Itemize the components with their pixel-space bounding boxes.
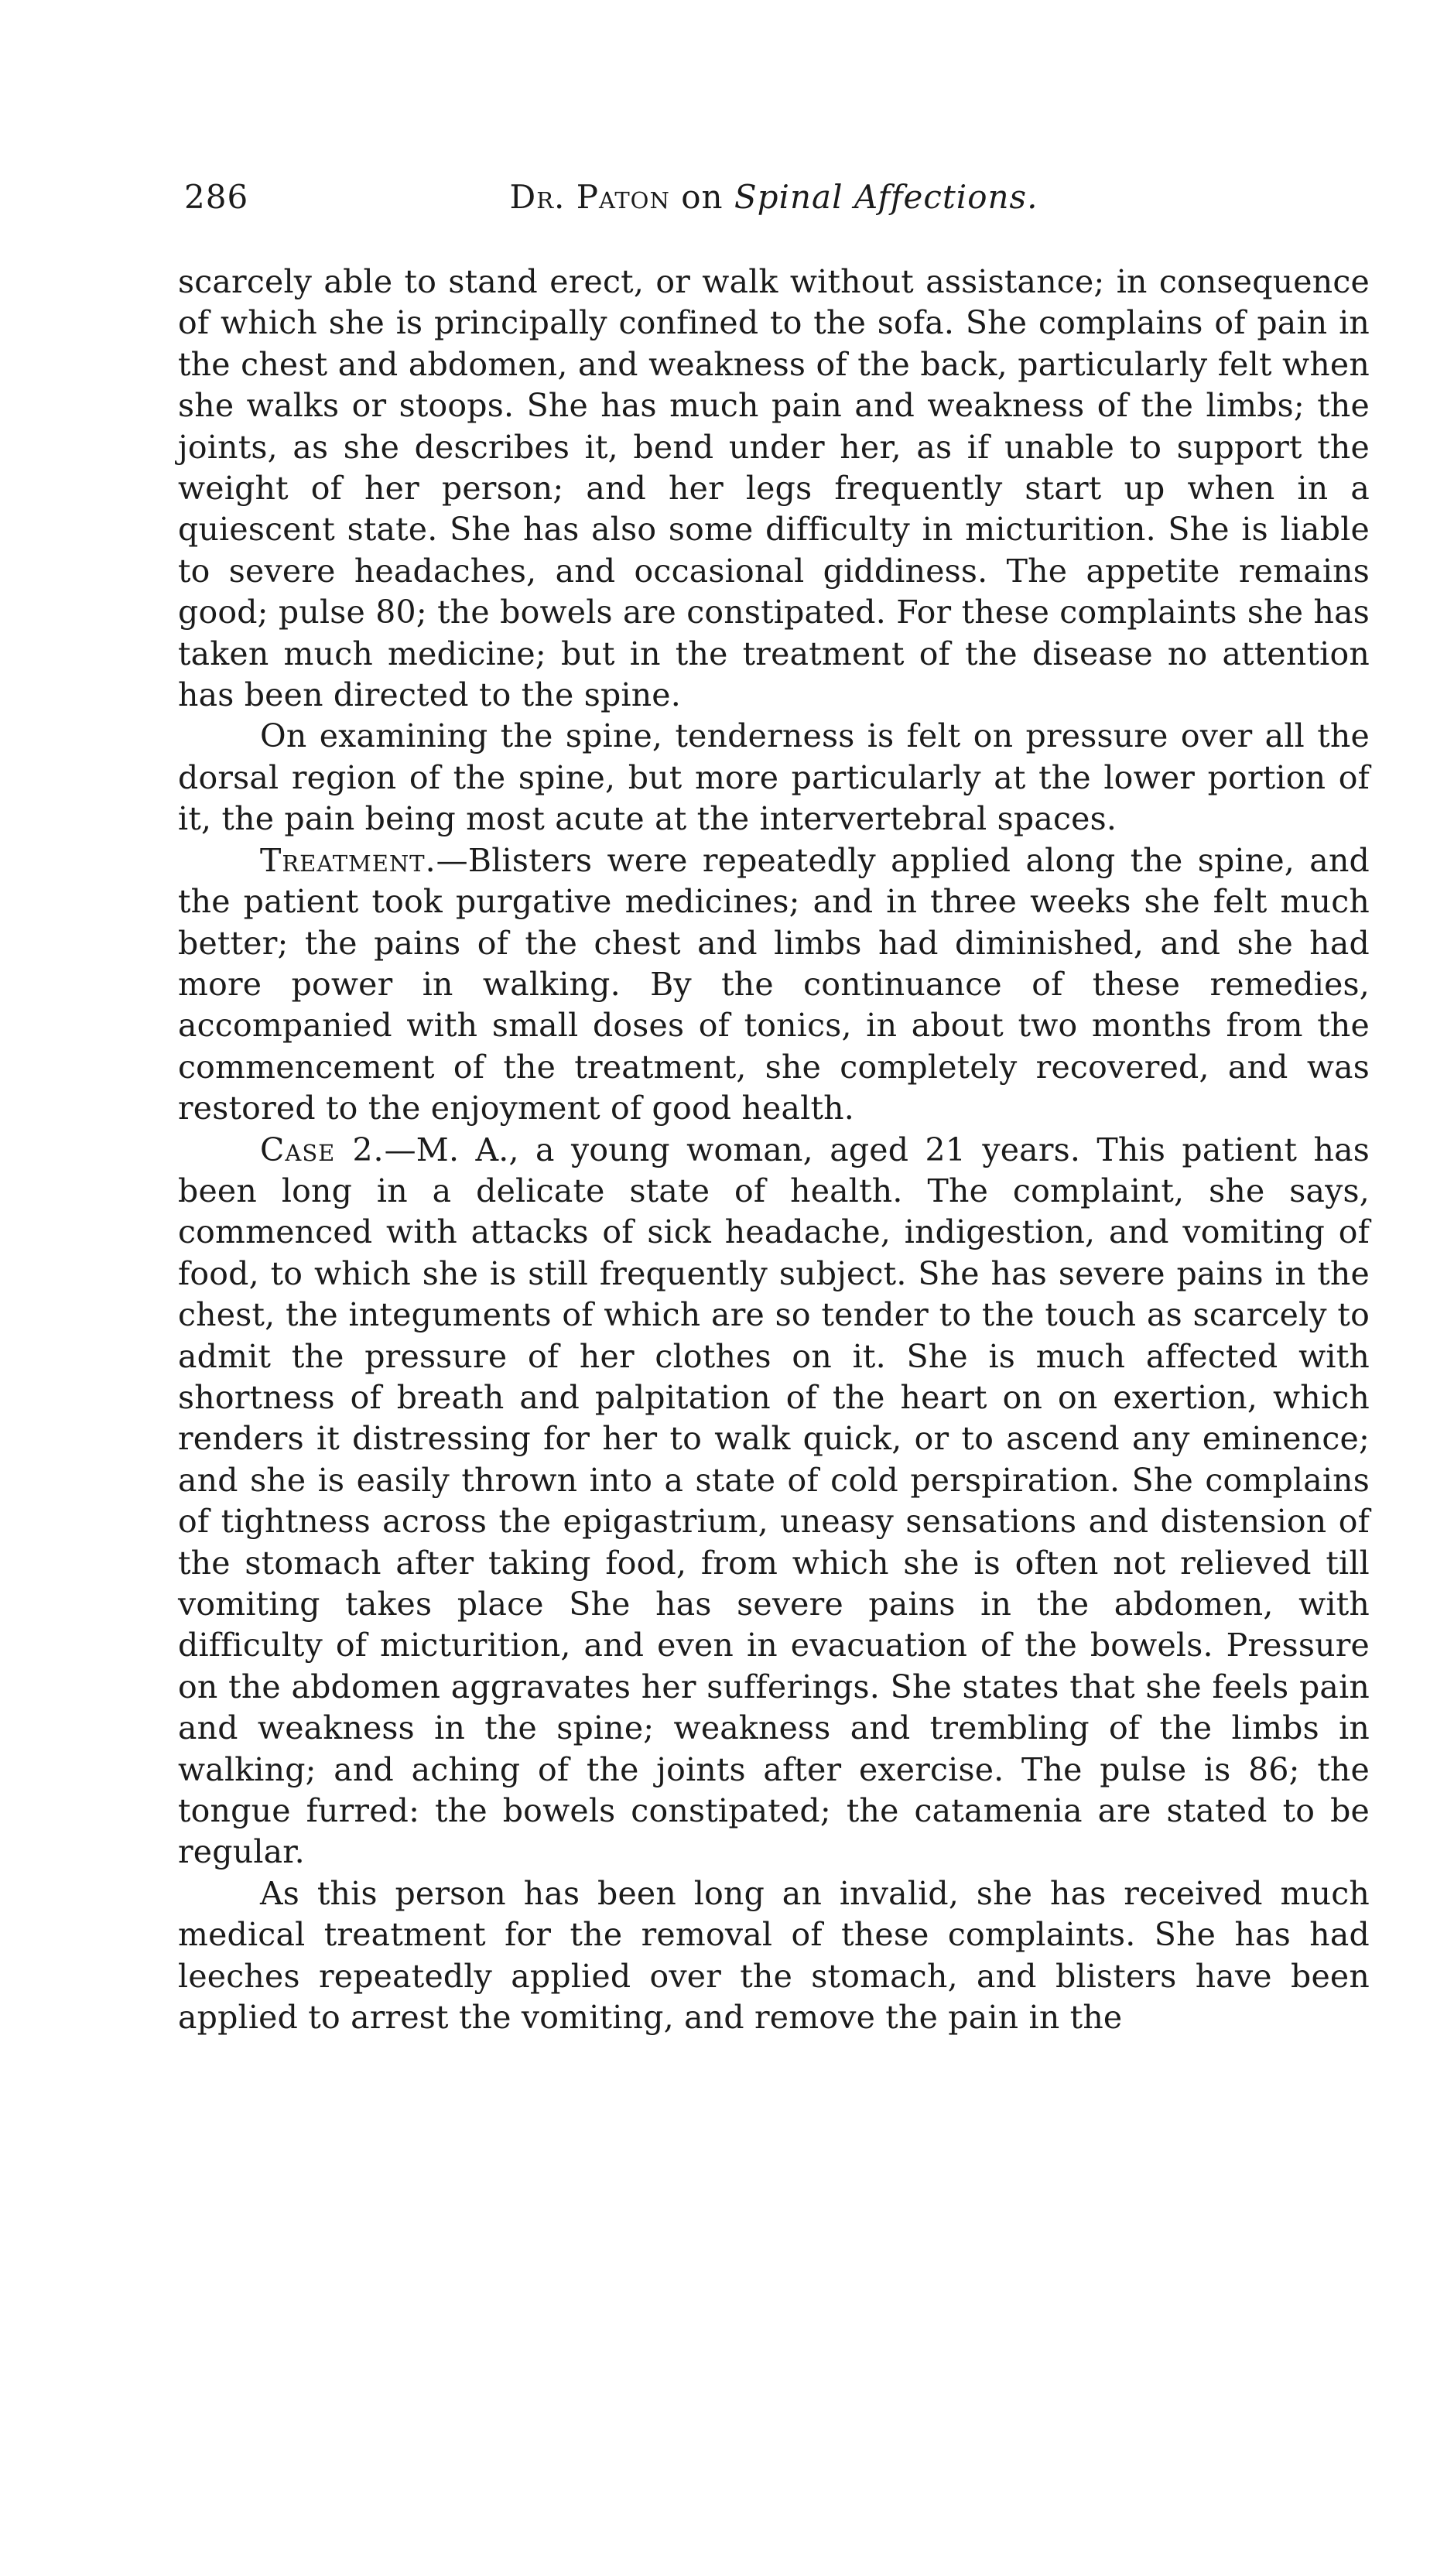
paragraph-text: scarcely able to stand erect, or walk without assistance; in consequence of which she is principally confined to the sofa. She complains of pain in the chest and abdomen, and weakness of the back, particularly felt when she walks or stoops. She has much pain and weakness of the limbs; the joints, as she describes it, bend under her, as if unable to support the weight of her person; and her legs frequently start up when in a quiescent state. She has also some difficulty in micturition. She is liable to severe headaches, and occasional giddiness. The appetite remains good; pulse 80; the bowels are constipated. For these complaints she has taken much medicine; but in the treatment of the disease no attention has been directed to the spine. [178,263,1370,714]
running-title-topic: Spinal Affections. [734,178,1038,216]
section-lead-in: Case 2. [260,1131,385,1168]
paragraph-case-2 [178,1130,1370,1873]
paragraph-examination [178,716,1370,840]
paragraph-continuation [178,262,1370,716]
book-page [178,178,1370,2038]
running-title-author: Dr. Paton [509,178,670,216]
paragraph-text: On examining the spine, tenderness is felt on pressure over all the dorsal region of the spine, but more particularly at the lower portion of it, the pain being most acute at the intervertebral spaces. [178,717,1370,838]
section-lead-in: Treatment. [260,841,436,879]
paragraph-text: —Blisters were repeatedly applied along the spine, and the patient took purgative medicines; and in three weeks she felt much better; the pains of the chest and limbs had diminished, and she had more power in walking. By the continuance of these remedies, accompanied with small doses of tonics, in about two months from the commencement of the treatment, she completely recovered, and was restored to the enjoyment of good health. [178,841,1370,1127]
paragraph-text: As this person has been long an invalid, she has received much medical treatment for the removal of these complaints. She has had leeches repeatedly applied over the stomach, and blisters have been applied to arrest the vomiting, and remove the pain in the [178,1874,1370,2037]
body-text [178,262,1370,2038]
running-title-connector: on [669,178,734,216]
running-title [178,178,1370,216]
page-number: 286 [184,178,249,216]
paragraph-treatment [178,840,1370,1130]
paragraph-medical-history [178,1873,1370,2039]
running-head [178,178,1370,240]
paragraph-text: —M. A., a young woman, aged 21 years. This patient has been long in a delicate state of health. The complaint, she says, commenced with attacks of sick headache, indigestion, and vomiting of food, to which she is still frequently subject. She has severe pains in the chest, the integuments of which are so tender to the touch as scarcely to admit the pressure of her clothes on it. She is much affected with shortness of breath and palpitation of the heart on on exertion, which renders it distressing for her to walk quick, or to ascend any eminence; and she is easily thrown into a state of cold perspiration. She complains of tightness across the epigastrium, uneasy sensations and distension of the stomach after taking food, from which she is often not relieved till vomiting takes place She has severe pains in the abdomen, with difficulty of micturition, and even in evacuation of the bowels. Pressure on the abdomen aggravates her sufferings. She states that she feels pain and weakness in the spine; weakness and trembling of the limbs in walking; and aching of the joints after exercise. The pulse is 86; the tongue furred: the bowels constipated; the catamenia are stated to be regular. [178,1131,1370,1871]
